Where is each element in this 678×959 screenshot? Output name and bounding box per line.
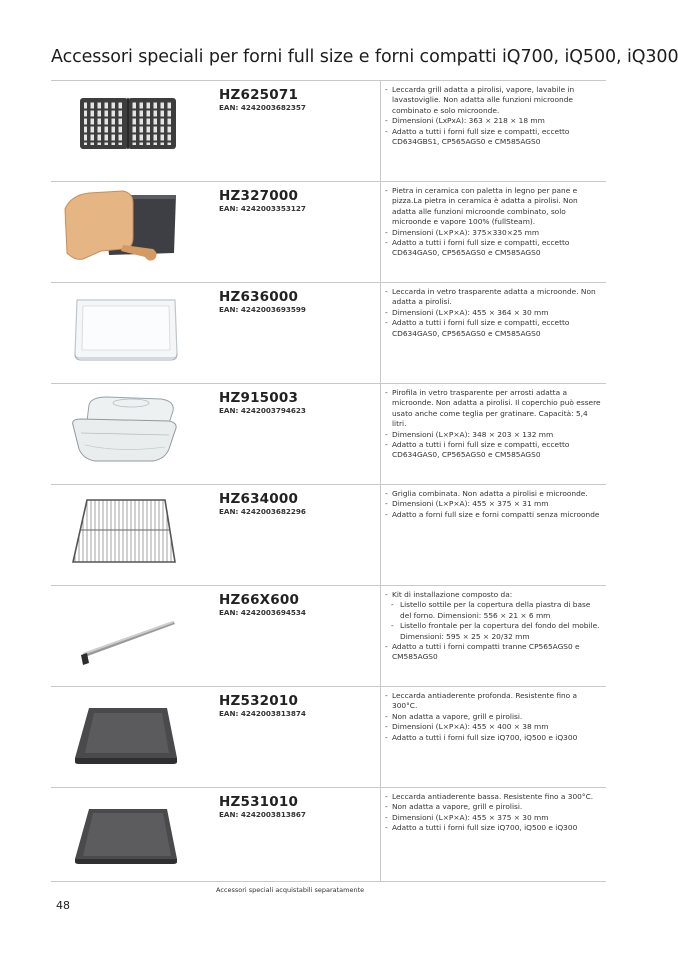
product-row [51, 484, 606, 585]
product-description [385, 590, 603, 663]
pizza-stone-image [61, 187, 181, 273]
description-item: - Leccarda antiaderente bassa. Resistente fino a 300°C. [385, 792, 603, 802]
product-ean: EAN: 4242003694534 [219, 608, 306, 617]
installation-strip-image [61, 591, 181, 677]
glass-tray-image [61, 288, 181, 374]
product-ean: EAN: 4242003693599 [219, 305, 306, 314]
description-item: - Dimensioni (L×P×A): 455 × 375 × 31 mm [385, 499, 603, 509]
description-item: - Dimensioni (L×P×A): 455 × 364 × 30 mm [385, 308, 603, 318]
description-item: - Leccarda in vetro trasparente adatta a microonde. Non adatta a pirolisi. [385, 287, 603, 308]
product-description [385, 287, 603, 339]
product-description [385, 186, 603, 259]
table-divider [51, 881, 606, 882]
description-item: - Dimensioni (L×P×A): 455 × 375 × 30 mm [385, 813, 603, 823]
description-item: - Dimensioni (LxPxA): 363 × 218 × 18 mm [385, 116, 603, 126]
product-ean: EAN: 4242003682296 [219, 507, 306, 516]
product-code: HZ915003 [219, 390, 299, 406]
shallow-enamel-tray-image [61, 793, 181, 879]
description-item: - Adatto a tutti i forni full size e compatti, eccetto CD634GAS0, CP565AGS0 e CM585AGS0 [385, 440, 603, 461]
description-item: - Leccarda antiaderente profonda. Resistente fino a 300°C. [385, 691, 603, 712]
product-code: HZ634000 [219, 491, 299, 507]
deep-enamel-tray-image [61, 692, 181, 778]
description-item: - Pirofila in vetro trasparente per arrosti adatta a microonde. Non adatta a pirolisi. Il coperchio può essere usato anche come teglia per gratinare. Capacità: 5,4 litri. [385, 388, 603, 430]
description-item: - Adatto a tutti i forni full size e compatti, eccetto CD634GAS0, CP565AGS0 e CM585AGS0 [385, 318, 603, 339]
description-item: - Adatto a tutti i forni full size e compatti, eccetto CD634GBS1, CP565AGS0 e CM585AGS0 [385, 127, 603, 148]
product-ean: EAN: 4242003813874 [219, 709, 306, 718]
description-item: - Leccarda grill adatta a pirolisi, vapore, lavabile in lavastoviglie. Non adatta alle funzioni microonde combinato e solo microonde. [385, 85, 603, 116]
product-row [51, 181, 606, 282]
product-description [385, 792, 603, 834]
description-item: - Adatto a tutti i forni full size iQ700, iQ500 e iQ300 [385, 823, 603, 833]
description-item: - Adatto a tutti i forni full size e compatti, eccetto CD634GAS0, CP565AGS0 e CM585AGS0 [385, 238, 603, 259]
product-code: HZ636000 [219, 289, 299, 305]
product-row [51, 80, 606, 181]
product-row [51, 686, 606, 787]
product-ean: EAN: 4242003682357 [219, 103, 306, 112]
product-description [385, 85, 603, 147]
product-ean: EAN: 4242003794623 [219, 406, 306, 415]
product-code: HZ625071 [219, 87, 299, 103]
description-subitem: - Listello sottile per la copertura della piastra di base del forno. Dimensioni: 556 × 21 × 6 mm [391, 600, 603, 621]
description-item: - Adatto a forni full size e forni compatti senza microonde [385, 510, 603, 520]
product-code: HZ532010 [219, 693, 299, 709]
product-row [51, 383, 606, 484]
product-code: HZ66X600 [219, 592, 300, 608]
grill-tray-image [61, 86, 181, 172]
glass-roaster-image [61, 389, 181, 475]
product-description [385, 388, 603, 461]
description-item: - Non adatta a vapore, grill e pirolisi. [385, 712, 603, 722]
product-ean: EAN: 4242003353127 [219, 204, 306, 213]
description-item: - Kit di installazione composto da: [385, 590, 603, 600]
description-item: - Adatto a tutti i forni compatti tranne CP565AGS0 e CM585AGS0 [385, 642, 603, 663]
product-row [51, 585, 606, 686]
description-item: - Dimensioni (L×P×A): 348 × 203 × 132 mm [385, 430, 603, 440]
description-item: - Griglia combinata. Non adatta a pirolisi e microonde. [385, 489, 603, 499]
product-description [385, 691, 603, 743]
product-row [51, 787, 606, 888]
description-subitem: - Listello frontale per la copertura del fondo del mobile. Dimensioni: 595 × 25 × 20/32 mm [391, 621, 603, 642]
description-item: - Pietra in ceramica con paletta in legno per pane e pizza.La pietra in ceramica è adatta a pirolisi. Non adatta alle funzioni microonde combinato, solo microonde e vapore 100% (fullSteam). [385, 186, 603, 228]
product-ean: EAN: 4242003813867 [219, 810, 306, 819]
page-number: 48 [56, 899, 70, 912]
product-row [51, 282, 606, 383]
footnote: Accessori speciali acquistabili separatamente [216, 886, 365, 894]
description-item: - Dimensioni (L×P×A): 375×330×25 mm [385, 228, 603, 238]
product-code: HZ327000 [219, 188, 299, 204]
product-description [385, 489, 603, 520]
wire-rack-image [61, 490, 181, 576]
description-item: - Non adatta a vapore, grill e pirolisi. [385, 802, 603, 812]
description-item: - Dimensioni (L×P×A): 455 × 400 × 38 mm [385, 722, 603, 732]
description-item: - Adatto a tutti i forni full size iQ700, iQ500 e iQ300 [385, 733, 603, 743]
page-title: Accessori speciali per forni full size e forni compatti iQ700, iQ500, iQ300 [51, 47, 678, 67]
product-code: HZ531010 [219, 794, 299, 810]
